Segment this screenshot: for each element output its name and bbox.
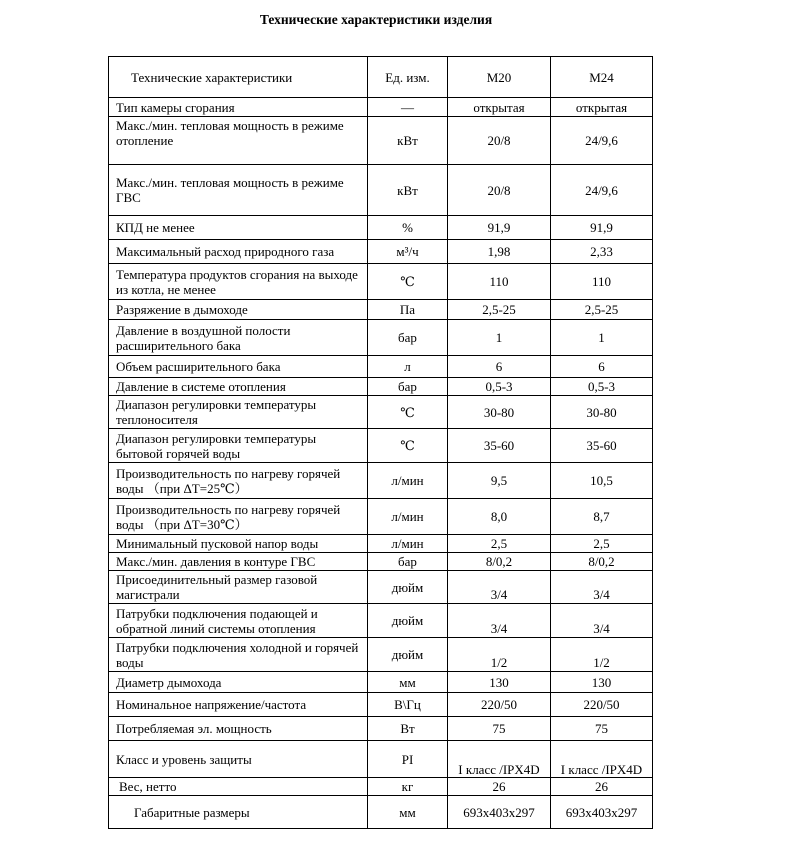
row-unit: — (368, 98, 448, 117)
row-unit: м³/ч (368, 240, 448, 264)
row-unit: л/мин (368, 499, 448, 535)
row-label: Диапазон регулировки температуры теплоносителя (109, 396, 368, 429)
row-label: Максимальный расход природного газа (109, 240, 368, 264)
header-unit: Ед. изм. (368, 57, 448, 98)
row-m20: 3/4 (448, 604, 551, 638)
row-label: Давление в воздушной полости расширительного бака (109, 320, 368, 356)
row-m20: 693x403x297 (448, 796, 551, 829)
row-m20: 20/8 (448, 117, 551, 165)
row-m20: 0,5-3 (448, 378, 551, 396)
row-m20: 26 (448, 778, 551, 796)
row-m20: 6 (448, 356, 551, 378)
row-label: КПД не менее (109, 216, 368, 240)
row-m20: 1 (448, 320, 551, 356)
spec-table (108, 56, 653, 829)
row-unit: дюйм (368, 638, 448, 672)
table-row (109, 216, 653, 240)
row-unit: кВт (368, 117, 448, 165)
table-row (109, 571, 653, 604)
table-row (109, 240, 653, 264)
document-title: Технические характеристики изделия (259, 12, 493, 27)
table-row (109, 499, 653, 535)
row-m24: 91,9 (551, 216, 653, 240)
table-row (109, 378, 653, 396)
table-row (109, 98, 653, 117)
row-label: Макс./мин. тепловая мощность в режиме отопление (109, 117, 368, 165)
row-m20: 8/0,2 (448, 553, 551, 571)
table-row (109, 693, 653, 717)
table-row (109, 429, 653, 463)
row-m24: 8/0,2 (551, 553, 653, 571)
row-label: Макс./мин. давления в контуре ГВС (109, 553, 368, 571)
row-m20: 2,5-25 (448, 300, 551, 320)
table-header-row (109, 57, 653, 98)
header-characteristic: Технические характеристики (109, 57, 368, 98)
row-unit: В\Гц (368, 693, 448, 717)
row-label: Класс и уровень защиты (109, 741, 368, 778)
row-m24: 110 (551, 264, 653, 300)
row-m24: 693x403x297 (551, 796, 653, 829)
row-unit: ℃ (368, 264, 448, 300)
row-unit: кг (368, 778, 448, 796)
row-m24: 2,5 (551, 535, 653, 553)
row-label: Производительность по нагреву горячей воды （при ΔT=30℃） (109, 499, 368, 535)
row-label: Потребляемая эл. мощность (109, 717, 368, 741)
table-row (109, 741, 653, 778)
table-row (109, 553, 653, 571)
row-m20: 91,9 (448, 216, 551, 240)
row-unit: л/мин (368, 535, 448, 553)
row-m24: 1 (551, 320, 653, 356)
table-row (109, 165, 653, 216)
table-row (109, 396, 653, 429)
row-unit: мм (368, 672, 448, 693)
row-unit: дюйм (368, 604, 448, 638)
row-unit: PI (368, 741, 448, 778)
table-row (109, 638, 653, 672)
row-unit: дюйм (368, 571, 448, 604)
row-unit: Вт (368, 717, 448, 741)
table-row (109, 264, 653, 300)
table-row (109, 535, 653, 553)
row-unit: ℃ (368, 396, 448, 429)
table-row (109, 796, 653, 829)
header-m24: М24 (551, 57, 653, 98)
table-row (109, 604, 653, 638)
row-m24: 6 (551, 356, 653, 378)
row-label: Патрубки подключения холодной и горячей воды (109, 638, 368, 672)
row-unit: мм (368, 796, 448, 829)
row-m24: 24/9,6 (551, 117, 653, 165)
table-row (109, 778, 653, 796)
row-m24: 35-60 (551, 429, 653, 463)
table-row (109, 463, 653, 499)
row-m24: 10,5 (551, 463, 653, 499)
row-unit: % (368, 216, 448, 240)
row-m24: 1/2 (551, 638, 653, 672)
row-label: Объем расширительного бака (109, 356, 368, 378)
table-row (109, 117, 653, 165)
row-label: Температура продуктов сгорания на выходе из котла, не менее (109, 264, 368, 300)
row-unit: бар (368, 320, 448, 356)
row-m24: 2,33 (551, 240, 653, 264)
header-m20: М20 (448, 57, 551, 98)
row-m24: 2,5-25 (551, 300, 653, 320)
row-m24: 130 (551, 672, 653, 693)
row-m24: 8,7 (551, 499, 653, 535)
row-m20: 9,5 (448, 463, 551, 499)
row-m20: 30-80 (448, 396, 551, 429)
row-m24: 30-80 (551, 396, 653, 429)
row-m24: 24/9,6 (551, 165, 653, 216)
row-m20: открытая (448, 98, 551, 117)
row-m20: 3/4 (448, 571, 551, 604)
row-unit: кВт (368, 165, 448, 216)
row-label: Вес, нетто (109, 778, 368, 796)
row-m20: 75 (448, 717, 551, 741)
row-m20: 20/8 (448, 165, 551, 216)
row-unit: Па (368, 300, 448, 320)
row-label: Тип камеры сгорания (109, 98, 368, 117)
table-row (109, 672, 653, 693)
row-label: Диапазон регулировки температуры бытовой горячей воды (109, 429, 368, 463)
row-m20: 1/2 (448, 638, 551, 672)
row-m24: 75 (551, 717, 653, 741)
row-unit: л/мин (368, 463, 448, 499)
row-label: Габаритные размеры (109, 796, 368, 829)
row-m20: 1,98 (448, 240, 551, 264)
row-m24: 0,5-3 (551, 378, 653, 396)
row-unit: ℃ (368, 429, 448, 463)
row-m20: 220/50 (448, 693, 551, 717)
row-unit: бар (368, 378, 448, 396)
row-label: Производительность по нагреву горячей воды （при ΔT=25℃） (109, 463, 368, 499)
row-m24: I класс /IPX4D (551, 741, 653, 778)
row-m20: 8,0 (448, 499, 551, 535)
table-row (109, 356, 653, 378)
row-label: Давление в системе отопления (109, 378, 368, 396)
row-m24: 3/4 (551, 604, 653, 638)
row-label: Минимальный пусковой напор воды (109, 535, 368, 553)
row-m20: 2,5 (448, 535, 551, 553)
row-label: Макс./мин. тепловая мощность в режиме ГВС (109, 165, 368, 216)
row-unit: л (368, 356, 448, 378)
row-label: Разряжение в дымоходе (109, 300, 368, 320)
table-row (109, 717, 653, 741)
table-row (109, 320, 653, 356)
row-m20: 35-60 (448, 429, 551, 463)
table-row (109, 300, 653, 320)
row-label: Диаметр дымохода (109, 672, 368, 693)
row-label: Присоединительный размер газовой магистрали (109, 571, 368, 604)
row-label: Номинальное напряжение/частота (109, 693, 368, 717)
row-m20: 130 (448, 672, 551, 693)
row-m24: 3/4 (551, 571, 653, 604)
row-unit: бар (368, 553, 448, 571)
row-m24: 26 (551, 778, 653, 796)
row-m20: 110 (448, 264, 551, 300)
row-m24: 220/50 (551, 693, 653, 717)
row-label: Патрубки подключения подающей и обратной линий системы отопления (109, 604, 368, 638)
row-m24: открытая (551, 98, 653, 117)
row-m20: I класс /IPX4D (448, 741, 551, 778)
